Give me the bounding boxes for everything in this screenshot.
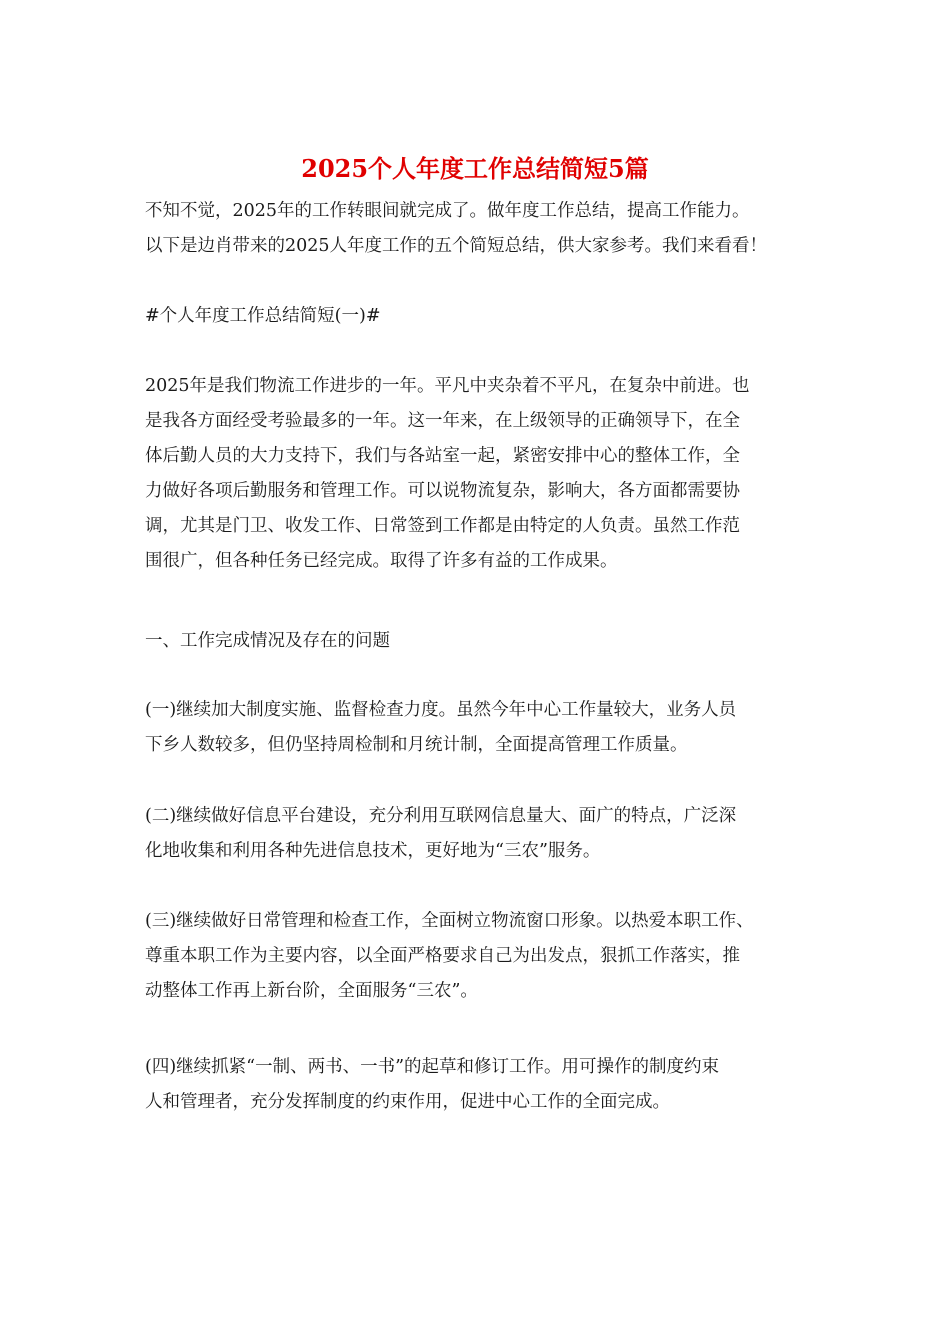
section-heading-text: #个人年度工作总结简短(一)# (145, 306, 381, 326)
intro-paragraph (145, 194, 825, 264)
item-2 (145, 799, 825, 869)
item-line: 化地收集和利用各种先进信息技术，更好地为“三农”服务。 (145, 841, 601, 861)
intro-line: 以下是边肖带来的2025人年度工作的五个简短总结，供大家参考。我们来看看！ (145, 236, 768, 256)
intro-line: 不知不觉，2025年的工作转眼间就完成了。做年度工作总结，提高工作能力。 (145, 201, 750, 221)
paragraph-line: 是我各方面经受考验最多的一年。这一年来，在上级领导的正确领导下，在全 (145, 411, 740, 431)
item-4 (145, 1050, 825, 1120)
paragraph-line: 力做好各项后勤服务和管理工作。可以说物流复杂，影响大，各方面都需要协 (145, 481, 740, 501)
item-line: 动整体工作再上新台阶，全面服务“三农”。 (145, 981, 478, 1001)
item-line: 尊重本职工作为主要内容，以全面严格要求自己为出发点，狠抓工作落实，推 (145, 946, 740, 966)
section-heading (145, 299, 825, 334)
subheading-1 (145, 624, 825, 659)
paragraph-line: 2025年是我们物流工作进步的一年。平凡中夹杂着不平凡，在复杂中前进。也 (145, 376, 750, 396)
document-title: 2025个人年度工作总结简短5篇 (301, 154, 649, 183)
item-line: 人和管理者，充分发挥制度的约束作用，促进中心工作的全面完成。 (145, 1092, 670, 1112)
item-line: (四)继续抓紧“一制、两书、一书”的起草和修订工作。用可操作的制度约束 (145, 1057, 720, 1077)
item-line: (三)继续做好日常管理和检查工作，全面树立物流窗口形象。以热爱本职工作、 (145, 911, 754, 931)
paragraph-line: 调，尤其是门卫、收发工作、日常签到工作都是由特定的人负责。虽然工作范 (145, 516, 740, 536)
paragraph-1 (145, 369, 825, 579)
item-line: (一)继续加大制度实施、监督检查力度。虽然今年中心工作量较大，业务人员 (145, 700, 737, 720)
item-line: 下乡人数较多，但仍坚持周检制和月统计制，全面提高管理工作质量。 (145, 735, 688, 755)
item-line: (二)继续做好信息平台建设，充分利用互联网信息量大、面广的特点，广泛深 (145, 806, 737, 826)
paragraph-line: 体后勤人员的大力支持下，我们与各站室一起，紧密安排中心的整体工作，全 (145, 446, 740, 466)
item-3 (145, 904, 825, 1009)
subheading-text: 一、工作完成情况及存在的问题 (145, 631, 390, 651)
paragraph-line: 围很广，但各种任务已经完成。取得了许多有益的工作成果。 (145, 551, 618, 571)
item-1 (145, 693, 825, 763)
